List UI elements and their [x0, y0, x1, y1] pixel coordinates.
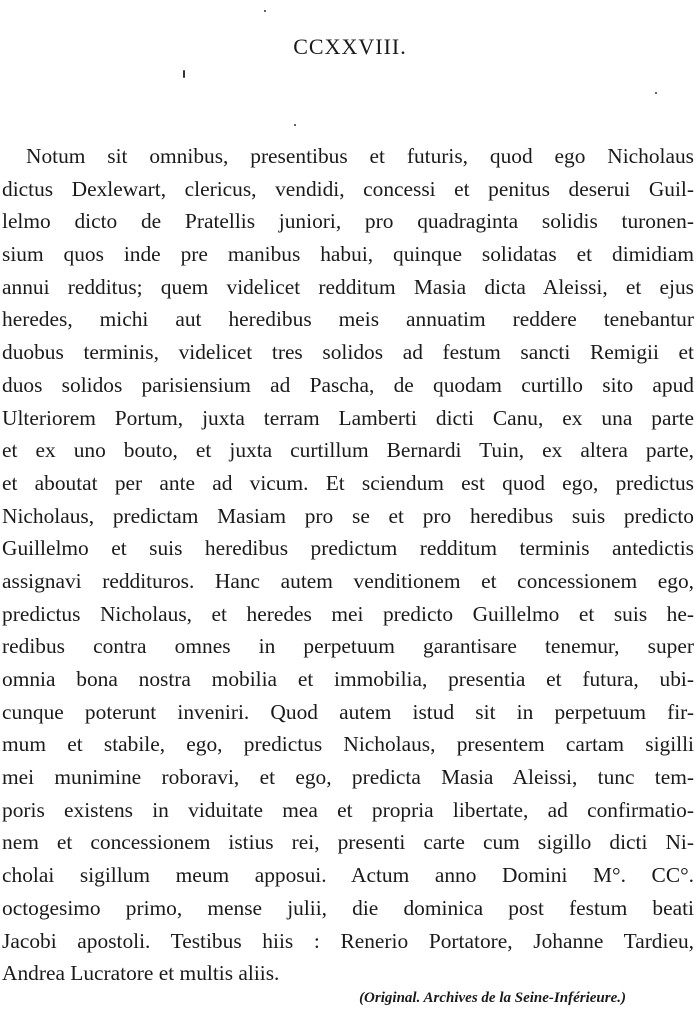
print-speck	[264, 10, 266, 12]
text-line: annui redditus; quem videlicet redditum Masia dicta Aleissi, et ejus	[2, 274, 694, 299]
text-line: octogesimo primo, mense julii, die dominica post festum beati	[2, 895, 694, 920]
charter-body	[0, 140, 694, 990]
text-line: Guillelmo et suis heredibus predictum redditum terminis antedictis	[2, 536, 694, 561]
text-line: mei munimine roboravi, et ego, predicta Masia Aleissi, tunc tem-	[2, 765, 694, 790]
text-line: assignavi reddituros. Hanc autem venditionem et concessionem ego,	[2, 568, 694, 593]
text-line: Ulteriorem Portum, juxta terram Lamberti dicti Canu, ex una parte	[2, 405, 694, 430]
source-citation: (Original. Archives de la Seine-Inférieure.)	[359, 990, 626, 1006]
text-line: et aboutat per ante ad vicum. Et sciendum est quod ego, predictus	[2, 470, 694, 495]
text-line: et ex uno bouto, et juxta curtillum Bernardi Tuin, ex altera parte,	[2, 438, 694, 463]
text-line: heredes, michi aut heredibus meis annuatim reddere tenebantur	[2, 307, 694, 332]
text-line: Notum sit omnibus, presentibus et futuris, quod ego Nicholaus	[26, 144, 694, 168]
print-speck	[655, 92, 657, 94]
text-line: Jacobi apostoli. Testibus hiis : Renerio Portatore, Johanne Tardieu,	[2, 928, 694, 953]
text-line: Nicholaus, predictam Masiam pro se et pro heredibus suis predicto	[2, 503, 694, 528]
print-speck	[294, 124, 296, 126]
text-line: poris existens in viduitate mea et propria libertate, ad confirmatio-	[2, 797, 694, 822]
text-line: redibus contra omnes in perpetuum garantisare tenemur, super	[2, 634, 694, 659]
text-line: duobus terminis, videlicet tres solidos ad festum sancti Remigii et	[2, 340, 694, 365]
text-line: Andrea Lucratore et multis aliis.	[2, 961, 280, 986]
text-line: nem et concessionem istius rei, presenti carte cum sigillo dicti Ni-	[2, 830, 694, 855]
text-line: sium quos inde pre manibus habui, quinque solidatas et dimidiam	[2, 242, 694, 267]
text-line: dictus Dexlewart, clericus, vendidi, concessi et penitus deserui Guil-	[2, 176, 694, 201]
print-speck	[183, 70, 185, 78]
text-line: lelmo dicto de Pratellis juniori, pro quadraginta solidis turonen-	[2, 209, 694, 234]
text-line: predictus Nicholaus, et heredes mei predicto Guillelmo et suis he-	[2, 601, 694, 626]
text-line: omnia bona nostra mobilia et immobilia, presentia et futura, ubi-	[2, 667, 694, 691]
text-line: mum et stabile, ego, predictus Nicholaus, presentem cartam sigilli	[2, 732, 694, 757]
text-line: cunque poterunt inveniri. Quod autem istud sit in perpetuum fir-	[2, 699, 694, 724]
text-line: cholai sigillum meum apposui. Actum anno Domini M°. CC°.	[2, 863, 694, 888]
charter-number-heading: CCXXVIII.	[293, 34, 407, 59]
text-line: duos solidos parisiensium ad Pascha, de quodam curtillo sito apud	[2, 372, 694, 397]
